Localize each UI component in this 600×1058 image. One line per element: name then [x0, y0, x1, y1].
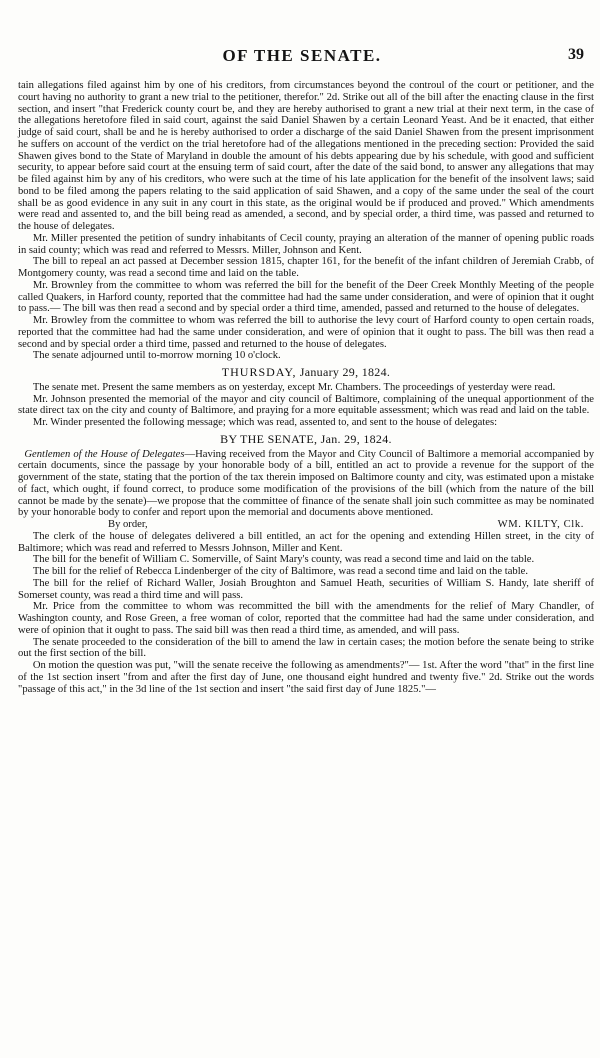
paragraph-price-chandler: Mr. Price from the committee to whom was recommitted the bill with the amendments for the relief of Mary Chandler, of Washington county, and Rose Green, a free woman of color, reported that the committee had had the same under consideration, and were of opinion that it ought to pass. The said bill was then read a third time, as amended, and will pass. — [18, 601, 594, 636]
paragraph-miller-petition: Mr. Miller presented the petition of sundry inhabitants of Cecil county, praying an alteration of the manner of opening public roads in said county; which was read and referred to Messrs. Miller, Johnson and Kent. — [18, 232, 594, 256]
page-header — [18, 46, 586, 68]
paragraph-hillen-street: The clerk of the house of delegates delivered a bill entitled, an act for the opening and extending Hillen street, in the city of Baltimore; which was read and referred to Messrs Johnson, Miller and Kent. — [18, 530, 594, 554]
paragraph-somerville-bill: The bill for the benefit of William C. Somerville, of Saint Mary's county, was read a second time and laid on the table. — [32, 554, 535, 566]
page-number: 39 — [568, 46, 584, 63]
date-heading-day: THURSDAY, — [221, 365, 297, 379]
message-heading: BY THE SENATE, Jan. 29, 1824. — [220, 431, 392, 446]
paragraph-lindenberger-bill: The bill for the relief of Rebecca Lindenberger of the city of Baltimore, was read a second time and laid on the table. — [32, 566, 528, 577]
paragraph-johnson-memorial: Mr. Johnson presented the memorial of the mayor and city council of Baltimore, complaining of the unequal apportionment of the state direct tax on the city and county of Baltimore, and praying for a more equitable assessment; which was read and laid on the table. — [18, 393, 594, 417]
paragraph-adjourned: The senate adjourned until to-morrow morning 10 o'clock. — [32, 350, 281, 362]
message-signature — [18, 519, 594, 531]
paragraph-amend-law: The senate proceeded to the consideration of the bill to amend the law in certain cases; the motion before the senate being to strike out the first section of the bill. — [18, 636, 594, 660]
message-body — [18, 449, 594, 520]
paragraph-waller-bill: The bill for the relief of Richard Waller, Josiah Broughton and Samuel Heath, securities of William S. Handy, late sheriff of Somerset county, was read a third time and will pass. — [18, 577, 594, 601]
paragraph-senate-met: The senate met. Present the same members as on yesterday, except Mr. Chambers. The proceedings of yesterday were read. — [32, 381, 556, 393]
paragraph-brownley-quakers: Mr. Brownley from the committee to whom was referred the bill for the benefit of the Deer Creek Monthly Meeting of the people called Quakers, in Harford county, reported that the committee had had the same under consideration, and were of opinion that it ought to pass.— The bill was then read a second and by special order a third time, amended, passed and returned to the house of delegates. — [18, 279, 594, 315]
paragraph-crabb-bill: The bill to repeal an act passed at December session 1815, chapter 161, for the benefit of the infant children of Jeremiah Crabb, of Montgomery county, was read a second time and laid on the table. — [18, 256, 594, 279]
date-heading-date: January 29, 1824. — [296, 365, 391, 379]
paragraph-winder-message: Mr. Winder presented the following message; which was read, assented to, and sent to the house of delegates: — [32, 417, 498, 428]
message-salutation: Gentlemen of the House of Delegates — [24, 448, 185, 460]
message-text: —Having received from the Mayor and City Council of Baltimore a memorial accompanied by certain documents, since the passage by your honorable body of a bill, entitled an act to provide a revenue for the support of the government of the state, stating that the portion of the tax therein imposed on Baltimore county and city, was estimated upon a mistake of fact, which ought, if found correct, to produce some modification of the provisions of the bill (which from the nature of the bill cannot be made by the senate)—we propose that the committee of finance of the senate shall join such committee as may be nominated by your honorable body to confer and report upon the memorial and documents above mentioned. — [18, 448, 594, 519]
clerk-signature: WM. KILTY, Clk. — [497, 519, 584, 530]
running-head: OF THE SENATE. — [222, 46, 382, 65]
journal-body — [18, 80, 594, 695]
paragraph-browley-roads: Mr. Browley from the committee to whom was referred the bill to authorise the levy court of Harford county to open certain roads, reported that the committee had had the same under consideration, and were of opinion that it ought to pass. The bill was then read a second and by special order a third time, passed and returned to the house of delegates. — [18, 315, 594, 350]
date-heading — [18, 367, 594, 379]
by-order: By order, — [108, 519, 148, 530]
paragraph-shawen-amendment: tain allegations filed against him by one of his creditors, from circumstances beyond the controul of the court or petitioner, and the court having no authority to grant a new trial to the petitioner, therefor." 2d. Strike out all of the bill after the enacting clause in the first section, and insert "that Frederick county court be, and they are hereby authorised to grant a new trial at their next term, in the case of the allegations heretofore filed in said court, against the said Daniel Shawen by a certain Leonard Yeast. And be it enacted, that either judge of said court, shall be and he is hereby authorised to order a discharge of the said Daniel Shawen from the present imprisonment he suffers on account of the verdict on the trial heretofore had of the allegations mentioned in the preceding section: Provided the said Shawen gives bond to the State of Maryland in double the amount of his debts appearing due by his schedule, with good and sufficient security, to appear before said court at the ensuing term of said court, after the date of the said bond, to answer any allegations that may be filed against him by any of his creditors, who were such at the time of his late application for the benefit of the insolvent laws; said bond to be filed among the papers relating to the said application of said Shawen, and a copy of the same under the seal of the court shall be as good evidence in any suit in any court in this state, as the original would be if produced and proved." Which amendments were read and assented to, and the bill being read as amended, a second, and by special order, a third time, was passed and returned to the house of delegates. — [18, 80, 594, 232]
paragraph-amendments-motion: On motion the question was put, "will the senate receive the following as amendments?"— 1st. After the word "that" in the first line of the 1st section insert "from and after the first day of June, one thousand eight hundred and twenty five." 2d. Strike out the words "passage of this act," in the 3d line of the 1st section and insert "the said first day of June 1825."— — [18, 660, 594, 695]
